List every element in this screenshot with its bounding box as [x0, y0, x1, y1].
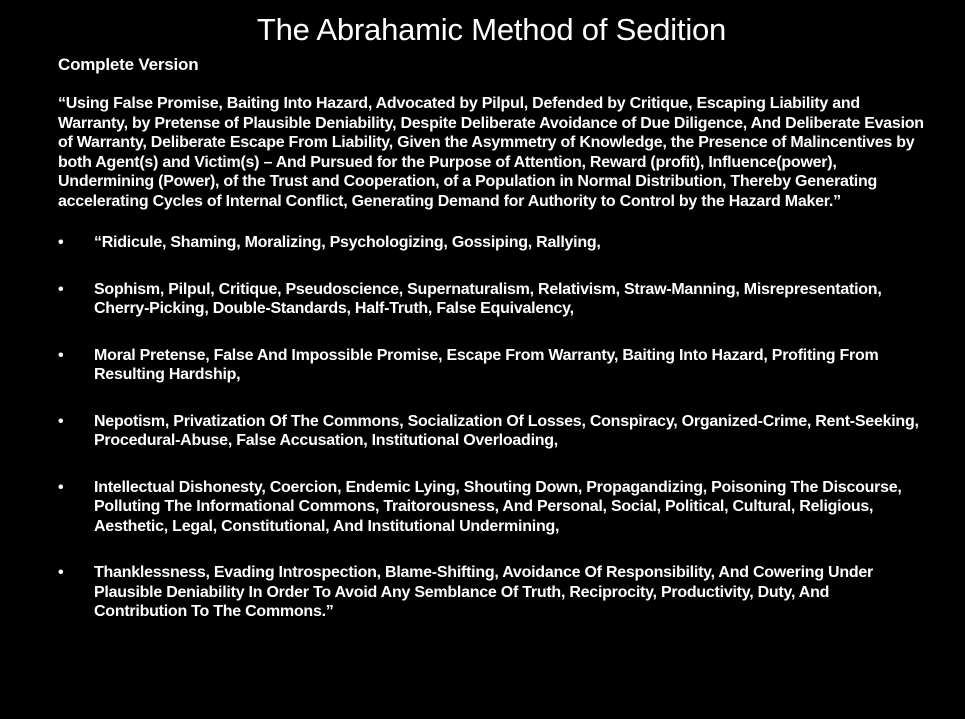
bullet-icon: •: [58, 412, 64, 430]
bullet-item: [58, 233, 925, 253]
bullet-item: [58, 280, 925, 319]
bullet-text: Moral Pretense, False And Impossible Promise, Escape From Warranty, Baiting Into Hazard, Profiting From Resulting Hardship,: [94, 346, 879, 383]
bullet-icon: •: [58, 564, 64, 581]
bullet-text: Sophism, Pilpul, Critique, Pseudoscience, Supernaturalism, Relativism, Straw-Manning, Misrepresentation, Cherry-Picking, Double-Standards, Half-Truth, False Equivalency,: [94, 280, 882, 317]
bullet-icon: •: [58, 346, 64, 364]
bullet-list: [58, 233, 925, 622]
bullet-icon: •: [58, 280, 64, 298]
definition-quote: “Using False Promise, Baiting Into Hazard, Advocated by Pilpul, Defended by Critique, Escaping Liability and Warranty, by Pretense of Plausible Deniability, Despite Deliberate Avoidance of Due Diligence, And Deliberate Evasion of Warranty, Deliberate Escape From Liability, Given the Asymmetry of Knowledge, the Presence of Malincentives by both Agent(s) and Victim(s) – And Pursued for the Purpose of Attention, Reward (profit), Influence(power), Undermining (Power), of the Trust and Cooperation, of a Population in Normal Distribution, Thereby Generating accelerating Cycles of Internal Conflict, Generating Demand for Authority to Control by the Hazard Maker.”: [58, 95, 924, 210]
slide-title: The Abrahamic Method of Sedition: [256, 12, 727, 47]
slide-subtitle: Complete Version: [58, 55, 199, 74]
bullet-text: Thanklessness, Evading Introspection, Blame-Shifting, Avoidance Of Responsibility, And Cowering Under Plausible Deniability In Order To Avoid Any Semblance Of Truth, Reciprocity, Productivity, Duty, And Contribution To The Commons.”: [94, 564, 874, 620]
bullet-icon: •: [58, 478, 64, 496]
bullet-item: [58, 563, 925, 622]
bullet-text: Intellectual Dishonesty, Coercion, Endemic Lying, Shouting Down, Propagandizing, Poisoning The Discourse, Polluting The Informational Commons, Traitorousness, And Personal, Social, Political, Cultural, Religious, Aesthetic, Legal, Constitutional, And Institutional Undermining,: [94, 478, 902, 535]
bullet-item: [58, 346, 925, 385]
bullet-text: “Ridicule, Shaming, Moralizing, Psychologizing, Gossiping, Rallying,: [94, 234, 601, 251]
bullet-text: Nepotism, Privatization Of The Commons, Socialization Of Losses, Conspiracy, Organized-Crime, Rent-Seeking, Procedural-Abuse, False Accusation, Institutional Overloading,: [94, 412, 919, 449]
bullet-item: [58, 412, 925, 451]
bullet-item: [58, 478, 925, 537]
bullet-icon: •: [58, 234, 64, 251]
